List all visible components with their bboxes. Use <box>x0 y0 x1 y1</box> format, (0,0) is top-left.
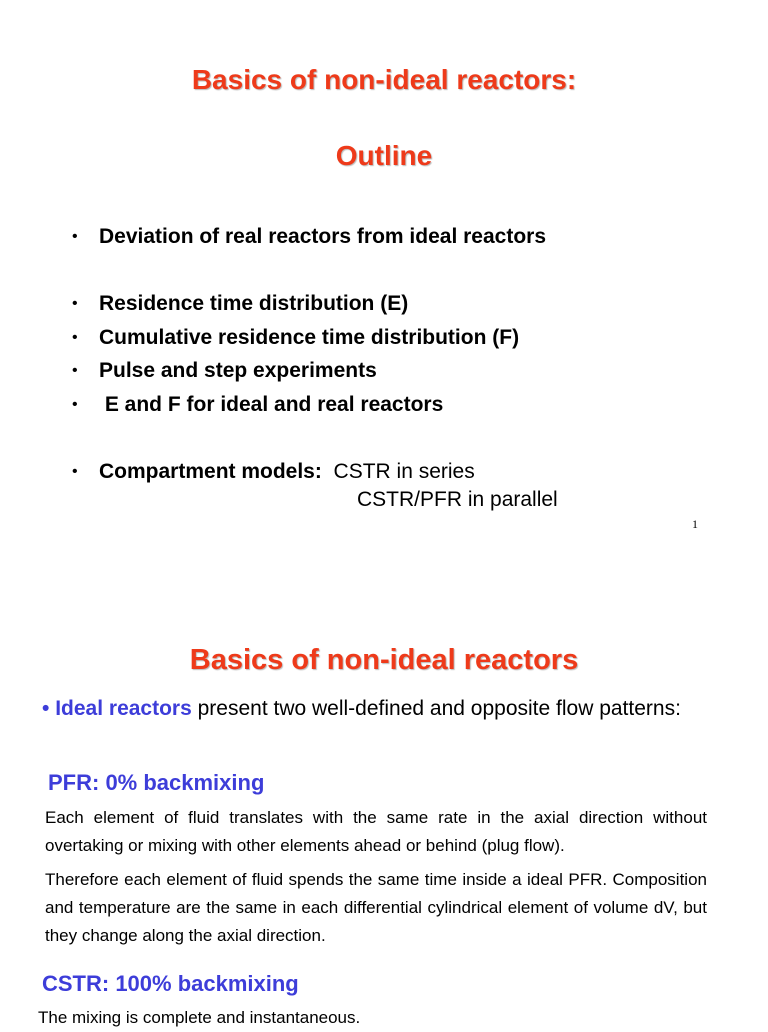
bullet-text: E and F for ideal and real reactors <box>99 393 444 416</box>
slide1-subtitle: Outline <box>335 140 433 171</box>
pfr-paragraph-1: Each element of fluid translates with the same rate in the axial direction without overtaking or mixing with other elements ahead or behind (plug flow). <box>45 808 707 855</box>
compartment-line1: CSTR in series <box>333 460 475 483</box>
bullet-symbol: • <box>72 463 78 480</box>
bullet-symbol: • <box>72 295 78 312</box>
cstr-heading: CSTR: 100% backmixing <box>42 971 299 996</box>
bullet-symbol: • <box>72 396 78 413</box>
bullet-symbol: • <box>72 228 78 245</box>
pfr-heading: PFR: 0% backmixing <box>48 770 265 795</box>
bullet-text: Cumulative residence time distribution (F) <box>99 326 520 349</box>
intro-bullet: • <box>42 697 50 720</box>
bullet-item-rtd <box>72 291 408 317</box>
pfr-paragraph-2: Therefore each element of fluid spends the same time inside a ideal PFR. Composition and temperature are the same in each differential cylindrical element of volume dV, but they change along the axial direction. <box>45 870 707 945</box>
bullet-item-e-and-f <box>72 392 443 418</box>
bullet-symbol: • <box>72 362 78 379</box>
bullet-item-compartment <box>72 459 475 485</box>
compartment-line2: CSTR/PFR in parallel <box>357 488 558 511</box>
compartment-label: Compartment models: <box>99 460 322 483</box>
intro-highlight: Ideal reactors <box>55 697 192 720</box>
bullet-symbol: • <box>72 329 78 346</box>
intro-rest: present two well-defined and opposite flow patterns: <box>191 697 681 720</box>
cstr-paragraph: The mixing is complete and instantaneous. <box>38 1008 361 1027</box>
slide2-title: Basics of non-ideal reactors <box>189 644 579 676</box>
intro-paragraph <box>42 694 712 723</box>
slide1-title: Basics of non-ideal reactors: <box>191 64 577 95</box>
page-number: 1 <box>692 517 698 531</box>
bullet-item-cumulative <box>72 325 519 351</box>
bullet-text: Deviation of real reactors from ideal reactors <box>99 225 546 248</box>
bullet-text: Residence time distribution (E) <box>99 292 409 315</box>
bullet-item-experiments <box>72 358 377 384</box>
bullet-item-deviation <box>72 224 546 250</box>
bullet-text: Pulse and step experiments <box>99 359 377 382</box>
